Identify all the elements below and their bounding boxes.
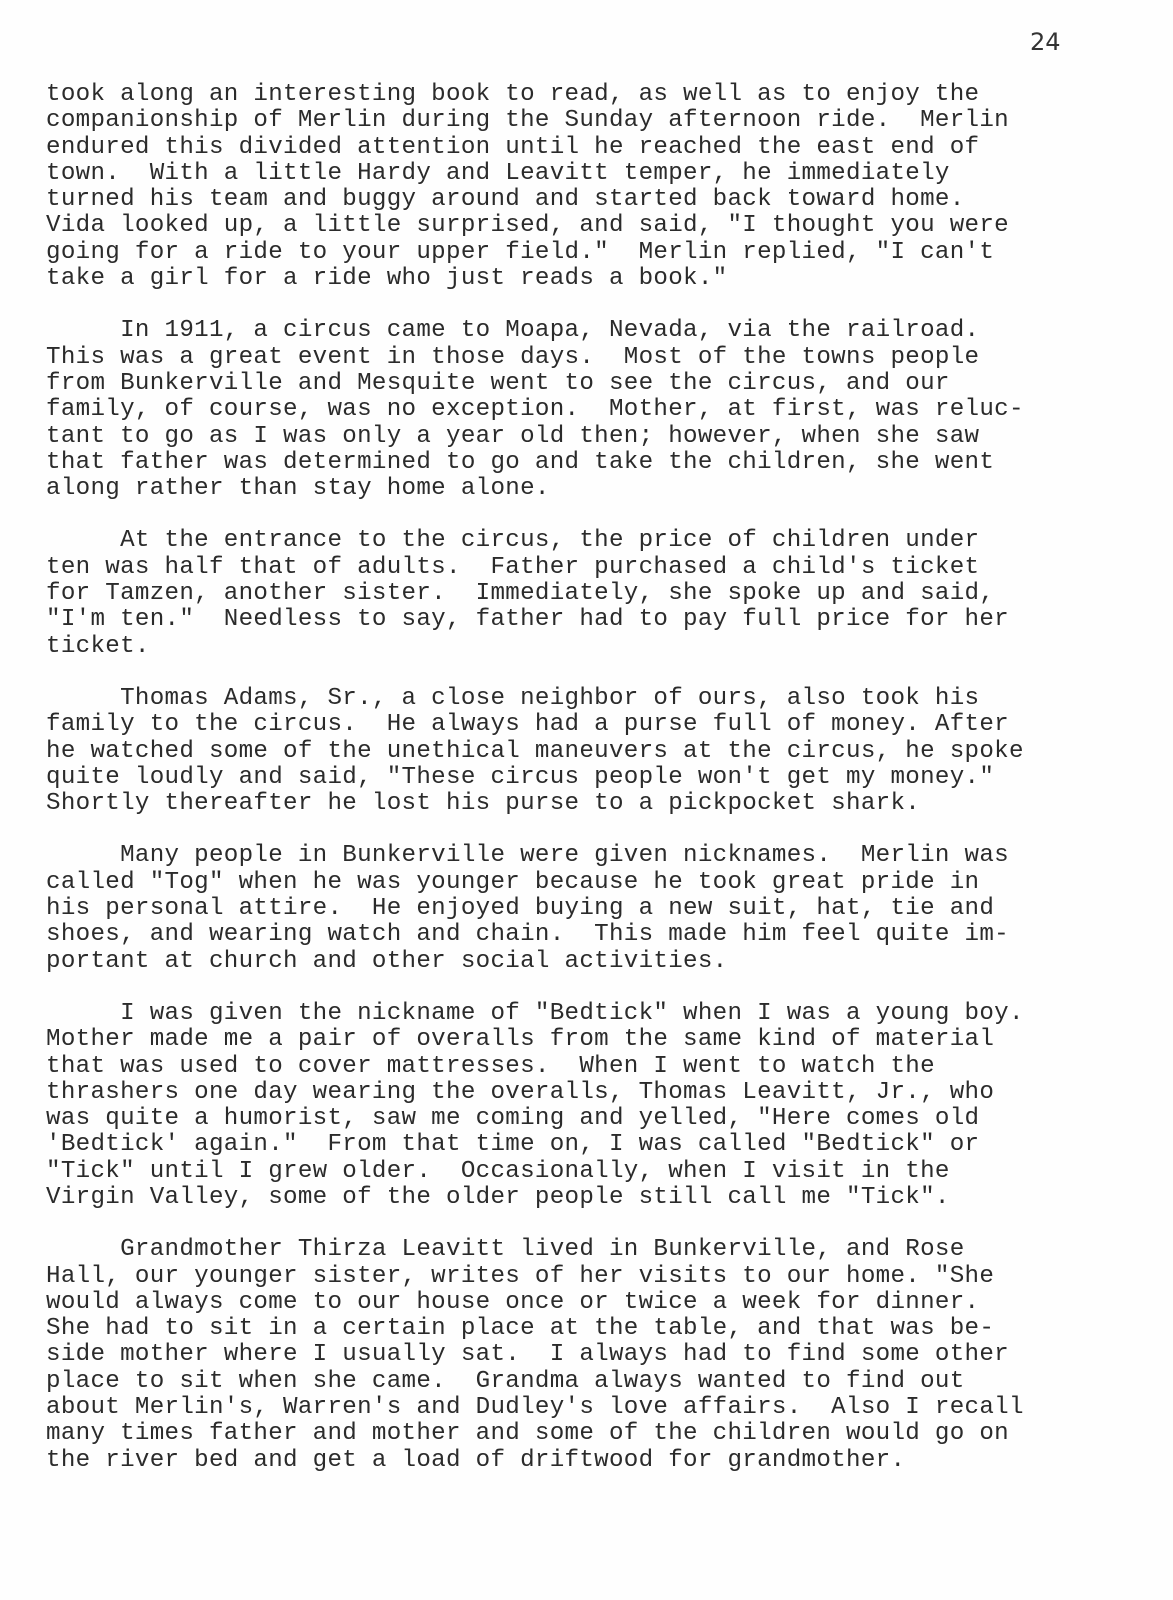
text-line: about Merlin's, Warren's and Dudley's love affairs. Also I recall <box>46 1394 1024 1422</box>
text-line: At the entrance to the circus, the price of children under <box>46 527 980 555</box>
text-line: turned his team and buggy around and started back toward home. <box>46 186 965 214</box>
text-line: Vida looked up, a little surprised, and said, "I thought you were <box>46 212 1009 240</box>
text-line: companionship of Merlin during the Sunday afternoon ride. Merlin <box>46 107 1009 135</box>
text-line: In 1911, a circus came to Moapa, Nevada, via the railroad. <box>46 317 980 345</box>
text-line: family to the circus. He always had a purse full of money. After <box>46 711 1009 739</box>
text-line: Thomas Adams, Sr., a close neighbor of ours, also took his <box>46 684 980 712</box>
text-line: Mother made me a pair of overalls from the same kind of material <box>46 1026 995 1054</box>
text-line: side mother where I usually sat. I always had to find some other <box>46 1341 1009 1369</box>
text-line: This was a great event in those days. Most of the towns people <box>46 343 980 371</box>
text-line: from Bunkerville and Mesquite went to see the circus, and our <box>46 369 950 397</box>
text-line: the river bed and get a load of driftwood for grandmother. <box>46 1446 906 1474</box>
text-line: that father was determined to go and take the children, she went <box>46 448 995 476</box>
text-line: tant to go as I was only a year old then; however, when she saw <box>46 422 980 450</box>
text-line: his personal attire. He enjoyed buying a new suit, hat, tie and <box>46 895 995 923</box>
paragraph-bedtick <box>46 1001 1136 1211</box>
text-line: 'Bedtick' again." From that time on, I was called "Bedtick" or <box>46 1131 980 1159</box>
text-line: Virgin Valley, some of the older people still call me "Tick". <box>46 1183 950 1211</box>
text-line: Many people in Bunkerville were given nicknames. Merlin was <box>46 842 1009 870</box>
paragraph-circus-ticket <box>46 528 1136 659</box>
text-line: thrashers one day wearing the overalls, Thomas Leavitt, Jr., who <box>46 1078 995 1106</box>
text-line: that was used to cover mattresses. When I went to watch the <box>46 1052 935 1080</box>
text-line: he watched some of the unethical maneuvers at the circus, he spoke <box>46 737 1024 765</box>
text-line: going for a ride to your upper field." Merlin replied, "I can't <box>46 238 995 266</box>
text-line: was quite a humorist, saw me coming and yelled, "Here comes old <box>46 1105 980 1133</box>
text-line: "I'm ten." Needless to say, father had to pay full price for her <box>46 606 1009 634</box>
paragraph-pickpocket <box>46 686 1136 817</box>
paragraph-grandmother <box>46 1237 1136 1474</box>
text-line: for Tamzen, another sister. Immediately, she spoke up and said, <box>46 580 995 608</box>
text-line: along rather than stay home alone. <box>46 475 550 503</box>
text-line: ten was half that of adults. Father purchased a child's ticket <box>46 553 980 581</box>
text-line: take a girl for a ride who just reads a book." <box>46 265 728 293</box>
text-line: I was given the nickname of "Bedtick" when I was a young boy. <box>46 999 1024 1027</box>
text-line: Shortly thereafter he lost his purse to a pickpocket shark. <box>46 790 921 818</box>
text-line: quite loudly and said, "These circus people won't get my money." <box>46 763 995 791</box>
text-line: shoes, and wearing watch and chain. This made him feel quite im- <box>46 921 1009 949</box>
text-line: ticket. <box>46 632 150 660</box>
paragraph-nicknames <box>46 843 1136 974</box>
text-line: Grandmother Thirza Leavitt lived in Bunkerville, and Rose <box>46 1236 965 1264</box>
text-line: many times father and mother and some of the children would go on <box>46 1420 1009 1448</box>
text-line: Hall, our younger sister, writes of her visits to our home. "She <box>46 1262 995 1290</box>
body-text <box>46 82 1136 1500</box>
paragraph-study-date <box>46 82 1136 292</box>
text-line: called "Tog" when he was younger because he took great pride in <box>46 868 980 896</box>
page-number: 24 <box>1030 28 1061 56</box>
text-line: family, of course, was no exception. Mother, at first, was reluc- <box>46 396 1024 424</box>
text-line: "Tick" until I grew older. Occasionally, when I visit in the <box>46 1157 950 1185</box>
text-line: She had to sit in a certain place at the table, and that was be- <box>46 1315 995 1343</box>
text-line: took along an interesting book to read, as well as to enjoy the <box>46 81 980 108</box>
text-line: portant at church and other social activities. <box>46 947 728 975</box>
text-line: would always come to our house once or twice a week for dinner. <box>46 1288 980 1316</box>
text-line: endured this divided attention until he reached the east end of <box>46 133 980 161</box>
text-line: town. With a little Hardy and Leavitt temper, he immediately <box>46 159 950 187</box>
paragraph-circus-moapa <box>46 318 1136 502</box>
text-line: place to sit when she came. Grandma always wanted to find out <box>46 1367 965 1395</box>
